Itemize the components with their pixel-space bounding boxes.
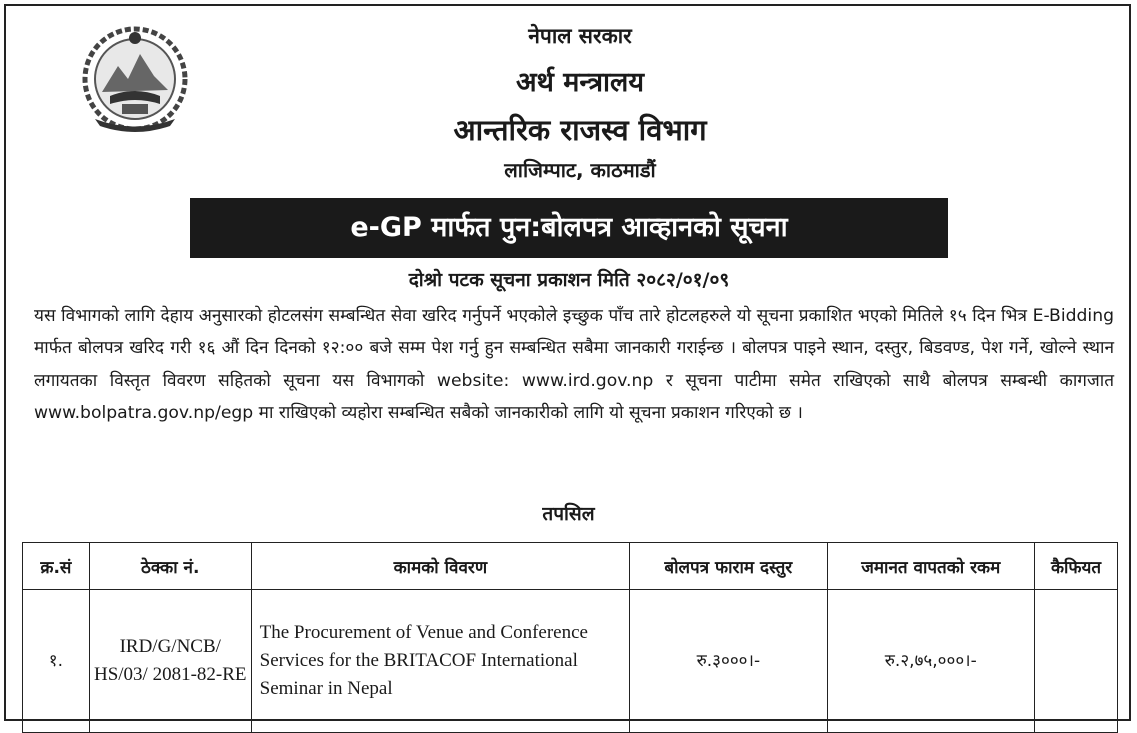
table-row (23, 590, 1118, 733)
col-contract-no: ठेक्का नं. (89, 543, 251, 590)
cell-description: The Procurement of Venue and Conference Services for the BRITACOF International Seminar in Nepal (251, 590, 630, 733)
notice-title: e-GP मार्फत पुन:बोलपत्र आव्हानको सूचना (190, 198, 948, 258)
department-address: लाजिम्पाट, काठमाडौं (504, 158, 656, 182)
ministry-name: अर्थ मन्त्रालय (515, 67, 645, 98)
cell-remarks (1035, 590, 1118, 733)
col-bid-security: जमानत वापतको रकम (827, 543, 1034, 590)
cell-serial: १. (23, 590, 90, 733)
col-remarks: कैफियत (1035, 543, 1118, 590)
notice-body: यस विभागको लागि देहाय अनुसारको होटलसंग सम्बन्धित सेवा खरिद गर्नुपर्ने भएकोले इच्छुक पाँच तारे होटलहरुले यो सूचना प्रकाशित भएको मितिले १५ दिन भित्र E-Bidding मार्फत बोलपत्र खरिद गरी १६ औं दिन दिनको १२:०० बजे सम्म पेश गर्नु हुन सम्बन्धित सबैमा जानकारी गराईन्छ । बोलपत्र पाइने स्थान, दस्तुर, बिडवण्ड, पेश गर्ने, खोल्ने स्थान लगायतका विस्तृत विवरण सहितको सूचना यस विभागको website: www.ird.gov.np र सूचना पाटीमा समेत राखिएको साथै बोलपत्र सम्बन्धी कागजात www.bolpatra.gov.np/egp मा राखिएको व्यहोरा सम्बन्धित सबैको जानकारीको लागि यो सूचना प्रकाशन गरिएको छ । (34, 306, 1114, 423)
cell-bid-security: रु.२,७५,०००।- (827, 590, 1034, 733)
publication-date: दोश्रो पटक सूचना प्रकाशन मिति २०८२/०१/०९ (408, 269, 730, 291)
cell-contract-no: IRD/G/NCB/ HS/03/ 2081-82-RE (89, 590, 251, 733)
government-name: नेपाल सरकार (528, 24, 632, 48)
col-serial: क्र.सं (23, 543, 90, 590)
schedule-label: तपसिल (542, 503, 595, 525)
col-description: कामको विवरण (251, 543, 630, 590)
col-form-fee: बोलपत्र फाराम दस्तुर (630, 543, 827, 590)
department-name: आन्तरिक राजस्व विभाग (453, 113, 707, 147)
table-header-row (23, 543, 1118, 590)
bid-table (22, 542, 1118, 733)
cell-form-fee: रु.३०००।- (630, 590, 827, 733)
nepal-emblem-icon (80, 24, 190, 134)
